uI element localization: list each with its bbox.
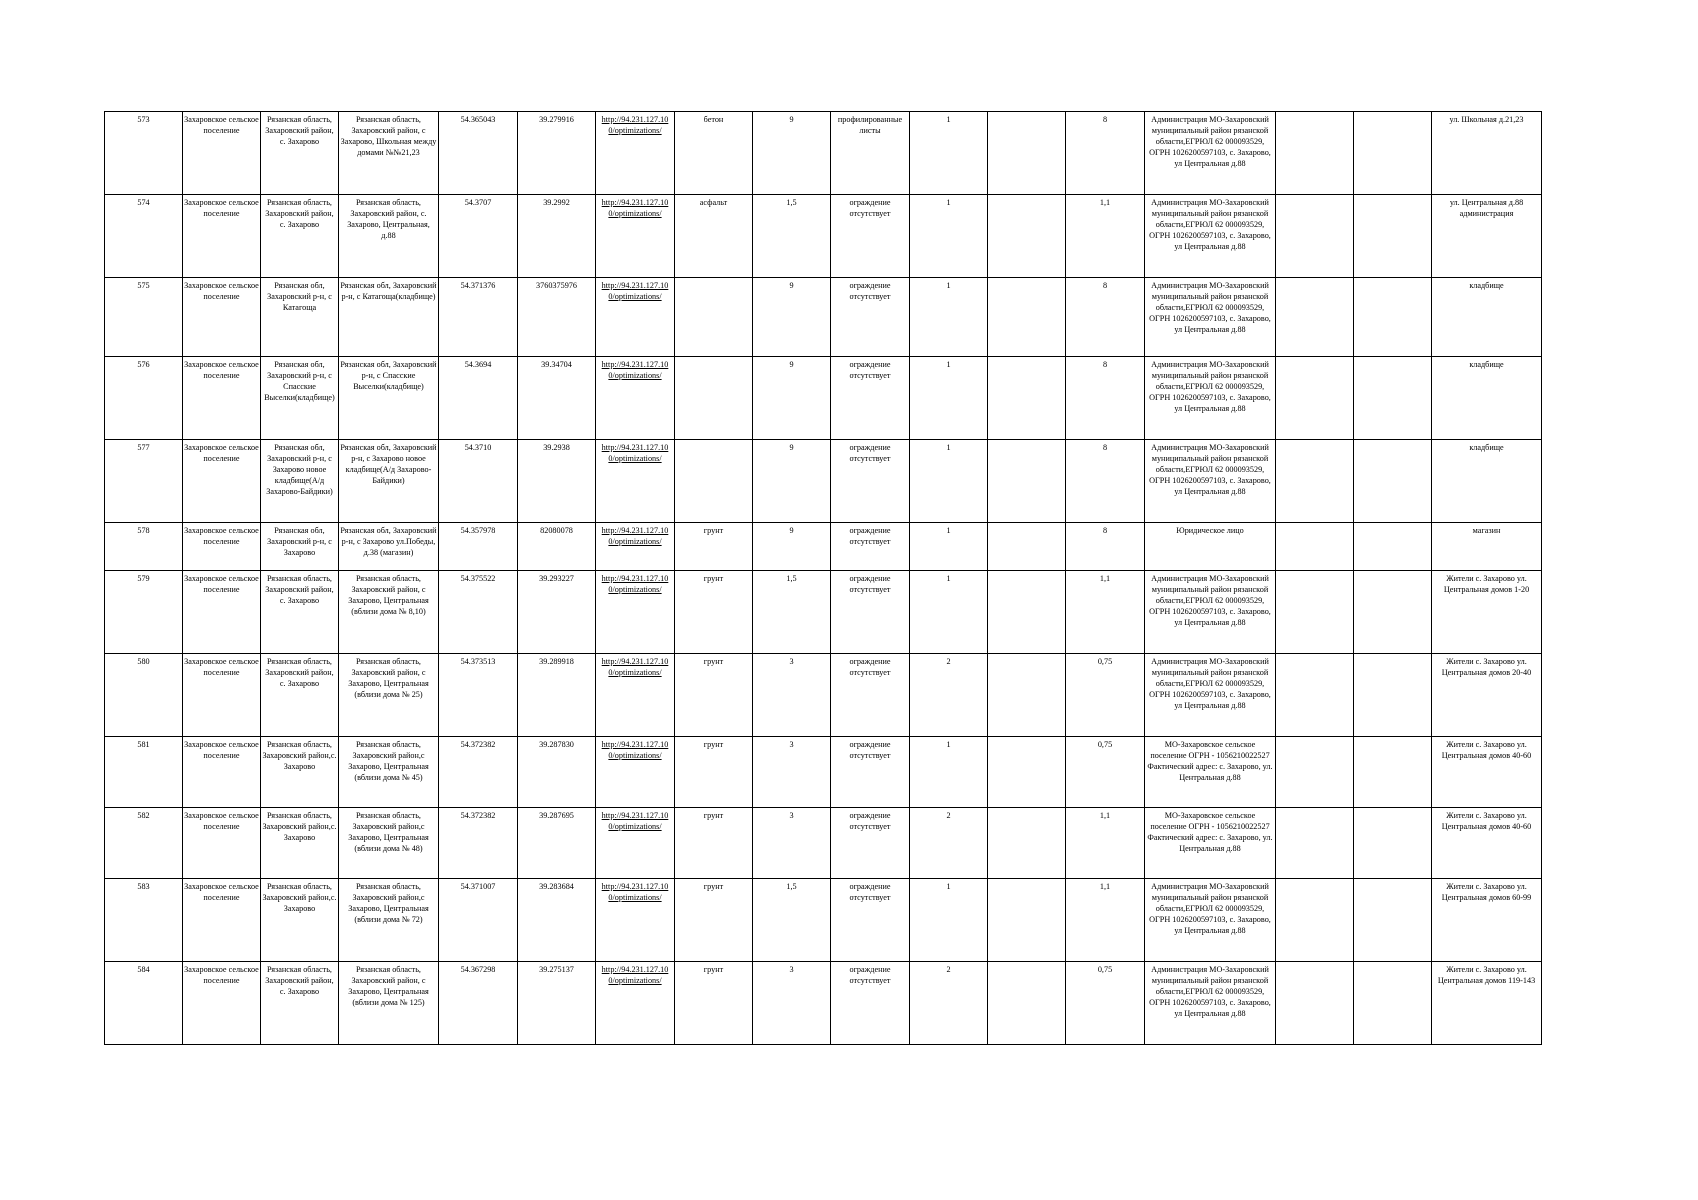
location-cell: Рязанская область, Захаровский район, с. Захарово xyxy=(261,195,339,278)
owner-cell: Администрация МО-Захаровский муниципальный район рязанской области,ЕГРЮЛ 62 000093529, ОГРН 1026200597103, с. Захарово, ул Центральная д.88 xyxy=(1145,962,1276,1045)
latitude-cell: 54.371376 xyxy=(439,278,518,357)
address-cell: Рязанская область, Захаровский район, с Захарово, Центральная (вблизи дома № 125) xyxy=(339,962,439,1045)
empty-cell xyxy=(1354,195,1432,278)
surface-type-cell xyxy=(675,357,753,440)
waste-sources-cell: Жители с. Захарово ул. Центральная домов 20-40 xyxy=(1432,654,1542,737)
latitude-cell: 54.365043 xyxy=(439,112,518,195)
empty-cell xyxy=(988,654,1066,737)
address-cell: Рязанская область, Захаровский район, с. Захарово, Центральная, д.88 xyxy=(339,195,439,278)
latitude-cell: 54.372382 xyxy=(439,808,518,879)
empty-cell xyxy=(988,879,1066,962)
waste-sources-cell: Жители с. Захарово ул. Центральная домов 1-20 xyxy=(1432,571,1542,654)
latitude-cell: 54.372382 xyxy=(439,737,518,808)
area-cell: 9 xyxy=(753,112,831,195)
settlement-cell: Захаровское сельское поселение xyxy=(183,523,261,571)
fence-type-cell: ограждение отсутствует xyxy=(831,654,910,737)
map-link-cell[interactable]: http://94.231.127.10 0/optimizations/ xyxy=(596,112,675,195)
fence-type-cell: ограждение отсутствует xyxy=(831,808,910,879)
address-cell: Рязанская область, Захаровский район, с Захарово, Центральная (вблизи дома № 25) xyxy=(339,654,439,737)
container-count-cell: 2 xyxy=(910,654,988,737)
location-cell: Рязанская обл, Захаровский р-н, с Катагоща xyxy=(261,278,339,357)
fence-type-cell: ограждение отсутствует xyxy=(831,523,910,571)
address-cell: Рязанская область, Захаровский район,с Захарово, Центральная (вблизи дома № 45) xyxy=(339,737,439,808)
surface-type-cell: грунт xyxy=(675,654,753,737)
address-cell: Рязанская обл, Захаровский р-н, с Захарово ул.Победы, д.38 (магазин) xyxy=(339,523,439,571)
row-number-cell: 579 xyxy=(105,571,183,654)
empty-cell xyxy=(1276,654,1354,737)
empty-cell xyxy=(1354,879,1432,962)
row-number-cell: 581 xyxy=(105,737,183,808)
latitude-cell: 54.375522 xyxy=(439,571,518,654)
waste-sources-cell: кладбище xyxy=(1432,278,1542,357)
row-number-cell: 576 xyxy=(105,357,183,440)
waste-sources-cell: Жители с. Захарово ул. Центральная домов 60-99 xyxy=(1432,879,1542,962)
empty-cell xyxy=(1354,112,1432,195)
waste-sources-cell: кладбище xyxy=(1432,440,1542,523)
area-cell: 9 xyxy=(753,440,831,523)
owner-cell: Юридическое лицо xyxy=(1145,523,1276,571)
container-volume-cell: 0,75 xyxy=(1066,654,1145,737)
container-count-cell: 1 xyxy=(910,195,988,278)
container-volume-cell: 0,75 xyxy=(1066,962,1145,1045)
settlement-cell: Захаровское сельское поселение xyxy=(183,654,261,737)
waste-sources-cell: кладбище xyxy=(1432,357,1542,440)
table-row xyxy=(105,523,1542,571)
owner-cell: Администрация МО-Захаровский муниципальный район рязанской области,ЕГРЮЛ 62 000093529, ОГРН 1026200597103, с. Захарово, ул Центральная д.88 xyxy=(1145,440,1276,523)
container-volume-cell: 8 xyxy=(1066,357,1145,440)
area-cell: 3 xyxy=(753,808,831,879)
address-cell: Рязанская обл, Захаровский р-н, с Спасские Выселки(кладбище) xyxy=(339,357,439,440)
container-count-cell: 1 xyxy=(910,523,988,571)
latitude-cell: 54.373513 xyxy=(439,654,518,737)
table-row xyxy=(105,278,1542,357)
latitude-cell: 54.371007 xyxy=(439,879,518,962)
waste-sources-cell: ул. Центральная д.88 администрация xyxy=(1432,195,1542,278)
map-link-cell[interactable]: http://94.231.127.10 0/optimizations/ xyxy=(596,357,675,440)
owner-cell: Администрация МО-Захаровский муниципальный район рязанской области,ЕГРЮЛ 62 000093529, ОГРН 1026200597103, с. Захарово, ул Центральная д.88 xyxy=(1145,112,1276,195)
area-cell: 9 xyxy=(753,357,831,440)
area-cell: 3 xyxy=(753,737,831,808)
registry-table xyxy=(104,111,1542,1045)
waste-sources-cell: Жители с. Захарово ул. Центральная домов 119-143 xyxy=(1432,962,1542,1045)
empty-cell xyxy=(988,523,1066,571)
surface-type-cell: грунт xyxy=(675,523,753,571)
owner-cell: Администрация МО-Захаровский муниципальный район рязанской области,ЕГРЮЛ 62 000093529, ОГРН 1026200597103, с. Захарово, ул Центральная д.88 xyxy=(1145,357,1276,440)
area-cell: 9 xyxy=(753,523,831,571)
area-cell: 3 xyxy=(753,654,831,737)
latitude-cell: 54.3707 xyxy=(439,195,518,278)
settlement-cell: Захаровское сельское поселение xyxy=(183,962,261,1045)
fence-type-cell: ограждение отсутствует xyxy=(831,962,910,1045)
location-cell: Рязанская обл, Захаровский р-н, с Спасские Выселки(кладбище) xyxy=(261,357,339,440)
table-row xyxy=(105,808,1542,879)
empty-cell xyxy=(1354,357,1432,440)
location-cell: Рязанская обл, Захаровский р-н, с Захарово новое кладбище(А/д Захарово-Байдики) xyxy=(261,440,339,523)
container-volume-cell: 1,1 xyxy=(1066,571,1145,654)
fence-type-cell: ограждение отсутствует xyxy=(831,440,910,523)
empty-cell xyxy=(1276,523,1354,571)
location-cell: Рязанская область, Захаровский район,с. Захарово xyxy=(261,879,339,962)
container-volume-cell: 1,1 xyxy=(1066,195,1145,278)
longitude-cell: 39.287695 xyxy=(518,808,596,879)
row-number-cell: 574 xyxy=(105,195,183,278)
owner-cell: Администрация МО-Захаровский муниципальный район рязанской области,ЕГРЮЛ 62 000093529, ОГРН 1026200597103, с. Захарово, ул Центральная д.88 xyxy=(1145,879,1276,962)
container-count-cell: 1 xyxy=(910,737,988,808)
map-link-cell[interactable]: http://94.231.127.10 0/optimizations/ xyxy=(596,195,675,278)
empty-cell xyxy=(1276,879,1354,962)
row-number-cell: 573 xyxy=(105,112,183,195)
longitude-cell: 39.2938 xyxy=(518,440,596,523)
container-count-cell: 1 xyxy=(910,112,988,195)
location-cell: Рязанская обл, Захаровский р-н, с Захарово xyxy=(261,523,339,571)
empty-cell xyxy=(1354,808,1432,879)
area-cell: 1,5 xyxy=(753,571,831,654)
table-row xyxy=(105,195,1542,278)
location-cell: Рязанская область, Захаровский район, с. Захарово xyxy=(261,571,339,654)
empty-cell xyxy=(988,440,1066,523)
latitude-cell: 54.367298 xyxy=(439,962,518,1045)
surface-type-cell: асфальт xyxy=(675,195,753,278)
empty-cell xyxy=(988,278,1066,357)
fence-type-cell: ограждение отсутствует xyxy=(831,737,910,808)
empty-cell xyxy=(1276,278,1354,357)
owner-cell: Администрация МО-Захаровский муниципальный район рязанской области,ЕГРЮЛ 62 000093529, ОГРН 1026200597103, с. Захарово, ул Центральная д.88 xyxy=(1145,571,1276,654)
settlement-cell: Захаровское сельское поселение xyxy=(183,808,261,879)
map-link-cell[interactable]: http://94.231.127.10 0/optimizations/ xyxy=(596,571,675,654)
settlement-cell: Захаровское сельское поселение xyxy=(183,357,261,440)
address-cell: Рязанская область, Захаровский район,с Захарово, Центральная (вблизи дома № 72) xyxy=(339,879,439,962)
map-link-cell[interactable]: http://94.231.127.10 0/optimizations/ xyxy=(596,654,675,737)
address-cell: Рязанская обл, Захаровский р-н, с Захарово новое кладбище(А/д Захарово-Байдики) xyxy=(339,440,439,523)
map-link-cell[interactable]: http://94.231.127.10 0/optimizations/ xyxy=(596,879,675,962)
table-row xyxy=(105,357,1542,440)
fence-type-cell: профилированные листы xyxy=(831,112,910,195)
row-number-cell: 578 xyxy=(105,523,183,571)
row-number-cell: 580 xyxy=(105,654,183,737)
empty-cell xyxy=(1354,737,1432,808)
container-volume-cell: 8 xyxy=(1066,440,1145,523)
location-cell: Рязанская область, Захаровский район, с. Захарово xyxy=(261,112,339,195)
empty-cell xyxy=(1276,195,1354,278)
longitude-cell: 3760375976 xyxy=(518,278,596,357)
longitude-cell: 39.283684 xyxy=(518,879,596,962)
table-row xyxy=(105,879,1542,962)
empty-cell xyxy=(1276,962,1354,1045)
settlement-cell: Захаровское сельское поселение xyxy=(183,112,261,195)
container-count-cell: 2 xyxy=(910,962,988,1045)
table-row xyxy=(105,737,1542,808)
empty-cell xyxy=(988,195,1066,278)
fence-type-cell: ограждение отсутствует xyxy=(831,195,910,278)
surface-type-cell: грунт xyxy=(675,571,753,654)
fence-type-cell: ограждение отсутствует xyxy=(831,357,910,440)
longitude-cell: 82080078 xyxy=(518,523,596,571)
empty-cell xyxy=(988,112,1066,195)
longitude-cell: 39.289918 xyxy=(518,654,596,737)
surface-type-cell xyxy=(675,440,753,523)
map-link-cell[interactable]: http://94.231.127.10 0/optimizations/ xyxy=(596,808,675,879)
longitude-cell: 39.275137 xyxy=(518,962,596,1045)
area-cell: 3 xyxy=(753,962,831,1045)
latitude-cell: 54.3710 xyxy=(439,440,518,523)
container-volume-cell: 8 xyxy=(1066,523,1145,571)
waste-sources-cell: ул. Школьная д.21,23 xyxy=(1432,112,1542,195)
empty-cell xyxy=(1354,654,1432,737)
container-volume-cell: 8 xyxy=(1066,112,1145,195)
surface-type-cell xyxy=(675,278,753,357)
address-cell: Рязанская область, Захаровский район, с Захарово, Центральная (вблизи дома № 8,10) xyxy=(339,571,439,654)
empty-cell xyxy=(1276,357,1354,440)
container-volume-cell: 8 xyxy=(1066,278,1145,357)
surface-type-cell: грунт xyxy=(675,737,753,808)
empty-cell xyxy=(1276,112,1354,195)
table-row xyxy=(105,571,1542,654)
location-cell: Рязанская область, Захаровский район, с. Захарово xyxy=(261,654,339,737)
map-link-cell[interactable]: http://94.231.127.10 0/optimizations/ xyxy=(596,523,675,571)
fence-type-cell: ограждение отсутствует xyxy=(831,879,910,962)
container-count-cell: 2 xyxy=(910,808,988,879)
owner-cell: МО-Захаровское сельское поселение ОГРН - 1056210022527 Фактический адрес: с. Захарово, ул. Центральная д.88 xyxy=(1145,808,1276,879)
fence-type-cell: ограждение отсутствует xyxy=(831,571,910,654)
empty-cell xyxy=(1276,808,1354,879)
empty-cell xyxy=(1354,440,1432,523)
area-cell: 1,5 xyxy=(753,879,831,962)
container-count-cell: 1 xyxy=(910,440,988,523)
location-cell: Рязанская область, Захаровский район, с. Захарово xyxy=(261,962,339,1045)
empty-cell xyxy=(988,962,1066,1045)
row-number-cell: 575 xyxy=(105,278,183,357)
row-number-cell: 583 xyxy=(105,879,183,962)
container-volume-cell: 1,1 xyxy=(1066,879,1145,962)
empty-cell xyxy=(988,737,1066,808)
empty-cell xyxy=(1354,278,1432,357)
container-count-cell: 1 xyxy=(910,357,988,440)
empty-cell xyxy=(988,571,1066,654)
map-link-cell[interactable]: http://94.231.127.10 0/optimizations/ xyxy=(596,737,675,808)
empty-cell xyxy=(1354,962,1432,1045)
address-cell: Рязанская обл, Захаровский р-н, с Катагоща(кладбище) xyxy=(339,278,439,357)
container-count-cell: 1 xyxy=(910,879,988,962)
surface-type-cell: грунт xyxy=(675,879,753,962)
row-number-cell: 584 xyxy=(105,962,183,1045)
empty-cell xyxy=(988,357,1066,440)
latitude-cell: 54.3694 xyxy=(439,357,518,440)
surface-type-cell: грунт xyxy=(675,962,753,1045)
container-volume-cell: 0,75 xyxy=(1066,737,1145,808)
area-cell: 9 xyxy=(753,278,831,357)
empty-cell xyxy=(1276,440,1354,523)
waste-sources-cell: Жители с. Захарово ул. Центральная домов 40-60 xyxy=(1432,808,1542,879)
table-row xyxy=(105,962,1542,1045)
table-row xyxy=(105,654,1542,737)
longitude-cell: 39.2992 xyxy=(518,195,596,278)
owner-cell: МО-Захаровское сельское поселение ОГРН - 1056210022527 Фактический адрес: с. Захарово, ул. Центральная д.88 xyxy=(1145,737,1276,808)
location-cell: Рязанская область, Захаровский район,с. Захарово xyxy=(261,737,339,808)
container-volume-cell: 1,1 xyxy=(1066,808,1145,879)
table-row xyxy=(105,112,1542,195)
waste-sources-cell: магазин xyxy=(1432,523,1542,571)
fence-type-cell: ограждение отсутствует xyxy=(831,278,910,357)
owner-cell: Администрация МО-Захаровский муниципальный район рязанской области,ЕГРЮЛ 62 000093529, ОГРН 1026200597103, с. Захарово, ул Центральная д.88 xyxy=(1145,278,1276,357)
table-row xyxy=(105,440,1542,523)
empty-cell xyxy=(1354,571,1432,654)
settlement-cell: Захаровское сельское поселение xyxy=(183,571,261,654)
area-cell: 1,5 xyxy=(753,195,831,278)
empty-cell xyxy=(988,808,1066,879)
surface-type-cell: бетон xyxy=(675,112,753,195)
longitude-cell: 39.293227 xyxy=(518,571,596,654)
location-cell: Рязанская область, Захаровский район,с. Захарово xyxy=(261,808,339,879)
longitude-cell: 39.34704 xyxy=(518,357,596,440)
longitude-cell: 39.279916 xyxy=(518,112,596,195)
address-cell: Рязанская область, Захаровский район,с Захарово, Центральная (вблизи дома № 48) xyxy=(339,808,439,879)
owner-cell: Администрация МО-Захаровский муниципальный район рязанской области,ЕГРЮЛ 62 000093529, ОГРН 1026200597103, с. Захарово, ул Центральная д.88 xyxy=(1145,195,1276,278)
empty-cell xyxy=(1276,571,1354,654)
waste-sources-cell: Жители с. Захарово ул. Центральная домов 40-60 xyxy=(1432,737,1542,808)
address-cell: Рязанская область, Захаровский район, с Захарово, Школьная между домами №№21,23 xyxy=(339,112,439,195)
longitude-cell: 39.287830 xyxy=(518,737,596,808)
surface-type-cell: грунт xyxy=(675,808,753,879)
row-number-cell: 577 xyxy=(105,440,183,523)
settlement-cell: Захаровское сельское поселение xyxy=(183,440,261,523)
container-count-cell: 1 xyxy=(910,571,988,654)
empty-cell xyxy=(1276,737,1354,808)
settlement-cell: Захаровское сельское поселение xyxy=(183,195,261,278)
settlement-cell: Захаровское сельское поселение xyxy=(183,737,261,808)
empty-cell xyxy=(1354,523,1432,571)
settlement-cell: Захаровское сельское поселение xyxy=(183,278,261,357)
settlement-cell: Захаровское сельское поселение xyxy=(183,879,261,962)
map-link-cell[interactable]: http://94.231.127.10 0/optimizations/ xyxy=(596,962,675,1045)
map-link-cell[interactable]: http://94.231.127.10 0/optimizations/ xyxy=(596,440,675,523)
map-link-cell[interactable]: http://94.231.127.10 0/optimizations/ xyxy=(596,278,675,357)
row-number-cell: 582 xyxy=(105,808,183,879)
owner-cell: Администрация МО-Захаровский муниципальный район рязанской области,ЕГРЮЛ 62 000093529, ОГРН 1026200597103, с. Захарово, ул Центральная д.88 xyxy=(1145,654,1276,737)
latitude-cell: 54.357978 xyxy=(439,523,518,571)
container-count-cell: 1 xyxy=(910,278,988,357)
